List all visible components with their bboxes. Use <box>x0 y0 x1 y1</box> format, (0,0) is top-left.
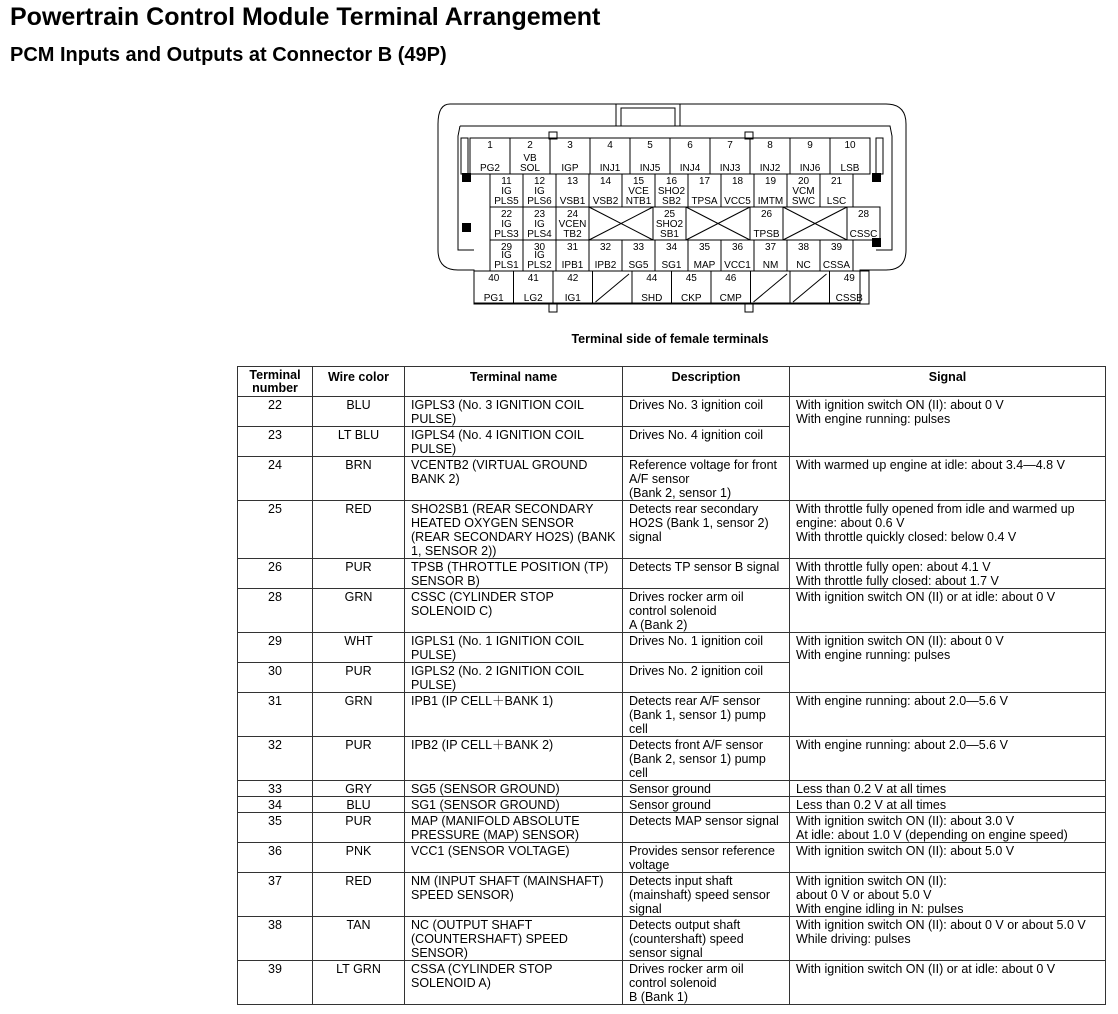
table-row <box>238 843 1106 873</box>
connector-side-slot <box>461 138 468 174</box>
cell-terminal-number: 32 <box>238 737 313 781</box>
terminal-number: 17 <box>698 176 711 187</box>
terminal-number: 34 <box>665 242 678 253</box>
terminal-number: 45 <box>685 273 697 284</box>
terminal-number: 30 <box>533 242 546 253</box>
terminal-label: IG1 <box>564 293 581 304</box>
cell-terminal-name: IPB2 (IP CELL＋BANK 2) <box>405 737 623 781</box>
connector-latch-inner <box>621 108 675 126</box>
terminal-label: NM <box>762 260 779 271</box>
terminal-number: 7 <box>727 140 733 151</box>
terminal-number: 41 <box>527 273 539 284</box>
cell-signal: With ignition switch ON (II): about 0 V With engine running: pulses <box>790 633 1106 693</box>
cell-signal: With ignition switch ON (II): about 0 V or about 5.0 V With engine idling in N: pulses <box>790 873 1106 917</box>
terminal-label: CMP <box>719 293 742 304</box>
terminal-number: 44 <box>646 273 658 284</box>
cell-wire-color: RED <box>313 873 405 917</box>
terminal-label: CKP <box>680 293 702 304</box>
terminal-number: 25 <box>663 209 676 220</box>
cell-signal: With ignition switch ON (II): about 0 V With engine running: pulses <box>790 397 1106 457</box>
terminal-label: LSC <box>826 196 847 207</box>
cell-description: Sensor ground <box>623 781 790 797</box>
terminal-label: PLS3 <box>494 229 519 240</box>
cell-terminal-name: CSSC (CYLINDER STOP SOLENOID C) <box>405 589 623 633</box>
terminal-number: 13 <box>566 176 579 187</box>
cell-signal: With ignition switch ON (II) or at idle: about 0 V <box>790 961 1106 1005</box>
terminal-label: SB1 <box>660 229 679 240</box>
cell-wire-color: PUR <box>313 737 405 781</box>
cell-wire-color: LT GRN <box>313 961 405 1005</box>
terminal-number: 23 <box>533 209 546 220</box>
cell-wire-color: PUR <box>313 663 405 693</box>
terminal-label: PLS1 <box>494 260 519 271</box>
terminal-label: TB2 <box>563 229 582 240</box>
terminal-number: 29 <box>500 242 513 253</box>
terminal-label: LSB <box>840 163 860 174</box>
cell-description: Detects rear A/F sensor (Bank 1, sensor 1) pump cell <box>623 693 790 737</box>
terminal-number: 19 <box>764 176 777 187</box>
terminal-number: 32 <box>599 242 612 253</box>
terminal-label: IG <box>501 250 512 261</box>
cell-terminal-name: SG1 (SENSOR GROUND) <box>405 797 623 813</box>
terminal-number: 26 <box>760 209 773 220</box>
terminal-number: 37 <box>764 242 777 253</box>
header-terminal-name: Terminal name <box>405 367 623 397</box>
terminal-label: VCE <box>628 186 649 197</box>
table-row <box>238 781 1106 797</box>
cell-signal: With engine running: about 2.0—5.6 V <box>790 693 1106 737</box>
cell-terminal-name: SG5 (SENSOR GROUND) <box>405 781 623 797</box>
terminal-number: 4 <box>607 140 613 151</box>
cell-terminal-number: 23 <box>238 427 313 457</box>
connector-latch <box>616 104 680 126</box>
terminal-label: IG <box>501 219 512 230</box>
cell-signal: With ignition switch ON (II): about 5.0 V <box>790 843 1106 873</box>
cell-terminal-name: MAP (MANIFOLD ABSOLUTE PRESSURE (MAP) SENSOR) <box>405 813 623 843</box>
terminal-number: 10 <box>844 140 856 151</box>
connector-side-pin <box>462 223 471 232</box>
terminal-label: INJ1 <box>599 163 621 174</box>
cell-terminal-name: NM (INPUT SHAFT (MAINSHAFT) SPEED SENSOR) <box>405 873 623 917</box>
terminal-number: 5 <box>647 140 653 151</box>
cell-description: Drives No. 3 ignition coil <box>623 397 790 427</box>
cell-description: Detects front A/F sensor (Bank 2, sensor 1) pump cell <box>623 737 790 781</box>
terminal-label: VB <box>523 153 537 164</box>
cell-description: Reference voltage for front A/F sensor (Bank 2, sensor 1) <box>623 457 790 501</box>
terminal-number: 18 <box>731 176 744 187</box>
cell-description: Drives No. 1 ignition coil <box>623 633 790 663</box>
terminal-label: INJ2 <box>759 163 781 174</box>
table-row <box>238 961 1106 1005</box>
terminal-label: IPB2 <box>594 260 617 271</box>
cell-wire-color: GRN <box>313 589 405 633</box>
terminal-label: VCM <box>792 186 815 197</box>
table-header-row <box>238 367 1106 397</box>
terminal-number: 20 <box>797 176 810 187</box>
cell-wire-color: BLU <box>313 797 405 813</box>
cell-description: Provides sensor reference voltage <box>623 843 790 873</box>
terminal-number: 6 <box>687 140 693 151</box>
cell-terminal-name: CSSA (CYLINDER STOP SOLENOID A) <box>405 961 623 1005</box>
cell-description: Detects MAP sensor signal <box>623 813 790 843</box>
cell-wire-color: WHT <box>313 633 405 663</box>
cell-terminal-number: 29 <box>238 633 313 663</box>
cell-description: Detects rear secondary HO2S (Bank 1, sensor 2) signal <box>623 501 790 559</box>
table-row <box>238 873 1106 917</box>
terminal-number: 9 <box>807 140 813 151</box>
cell-signal: With ignition switch ON (II) or at idle: about 0 V <box>790 589 1106 633</box>
cell-terminal-name: IGPLS2 (No. 2 IGNITION COIL PULSE) <box>405 663 623 693</box>
table-row <box>238 633 1106 663</box>
terminal-label: IMTM <box>757 196 784 207</box>
cavity-slash <box>596 274 630 302</box>
terminal-number: 14 <box>599 176 612 187</box>
cell-description: Detects output shaft (countershaft) speed sensor signal <box>623 917 790 961</box>
terminal-label: INJ4 <box>679 163 701 174</box>
cell-terminal-name: VCENTB2 (VIRTUAL GROUND BANK 2) <box>405 457 623 501</box>
terminal-number: 12 <box>533 176 546 187</box>
terminal-label: PLS5 <box>494 196 519 207</box>
cavity-slash <box>793 274 827 302</box>
terminal-number: 31 <box>566 242 579 253</box>
terminal-label: SHD <box>641 293 663 304</box>
terminal-label: VCC1 <box>724 260 751 271</box>
cell-terminal-number: 24 <box>238 457 313 501</box>
cell-wire-color: PUR <box>313 559 405 589</box>
connector-key <box>745 304 753 312</box>
cell-description: Detects input shaft (mainshaft) speed sensor signal <box>623 873 790 917</box>
terminal-label: PLS6 <box>527 196 552 207</box>
cell-terminal-number: 35 <box>238 813 313 843</box>
cell-terminal-name: IGPLS3 (No. 3 IGNITION COIL PULSE) <box>405 397 623 427</box>
cell-description: Drives No. 4 ignition coil <box>623 427 790 457</box>
terminal-label: INJ6 <box>799 163 821 174</box>
terminal-number: 42 <box>567 273 579 284</box>
terminal-label: PG1 <box>483 293 504 304</box>
cell-description: Detects TP sensor B signal <box>623 559 790 589</box>
table-row <box>238 797 1106 813</box>
cell-description: Drives rocker arm oil control solenoid A (Bank 2) <box>623 589 790 633</box>
header-terminal-number: Terminal number <box>238 367 313 397</box>
connector-caption: Terminal side of female terminals <box>571 332 769 346</box>
terminal-label: SG1 <box>661 260 682 271</box>
terminal-label: SB2 <box>662 196 681 207</box>
terminal-number: 33 <box>632 242 645 253</box>
cell-terminal-name: NC (OUTPUT SHAFT (COUNTERSHAFT) SPEED SENSOR) <box>405 917 623 961</box>
terminal-label: TPSA <box>691 196 718 207</box>
cell-wire-color: PNK <box>313 843 405 873</box>
cell-signal: Less than 0.2 V at all times <box>790 797 1106 813</box>
table-row <box>238 693 1106 737</box>
terminal-label: IG <box>501 186 512 197</box>
cell-signal: With ignition switch ON (II): about 0 V or about 5.0 V While driving: pulses <box>790 917 1106 961</box>
cavity-slash <box>754 274 788 302</box>
cell-signal: With engine running: about 2.0—5.6 V <box>790 737 1106 781</box>
cell-wire-color: LT BLU <box>313 427 405 457</box>
table-row <box>238 559 1106 589</box>
table-row <box>238 501 1106 559</box>
cell-terminal-number: 25 <box>238 501 313 559</box>
terminal-label: VCC5 <box>724 196 751 207</box>
terminal-label: SHO2 <box>657 186 686 197</box>
terminal-table <box>237 366 1106 1005</box>
cell-signal: Less than 0.2 V at all times <box>790 781 1106 797</box>
terminal-number: 22 <box>500 209 513 220</box>
connector-side-slot <box>876 138 883 174</box>
page-subtitle: PCM Inputs and Outputs at Connector B (49P) <box>10 44 447 66</box>
terminal-number: 24 <box>566 209 579 220</box>
terminal-label: LG2 <box>523 293 543 304</box>
terminal-label: IG <box>534 219 545 230</box>
terminal-number: 11 <box>501 176 512 187</box>
table-row <box>238 589 1106 633</box>
terminal-label: MAP <box>693 260 716 271</box>
header-description: Description <box>623 367 790 397</box>
terminal-number: 49 <box>843 273 855 284</box>
cell-terminal-number: 30 <box>238 663 313 693</box>
terminal-number: 36 <box>731 242 744 253</box>
cell-terminal-number: 34 <box>238 797 313 813</box>
cell-terminal-number: 39 <box>238 961 313 1005</box>
cell-terminal-name: TPSB (THROTTLE POSITION (TP) SENSOR B) <box>405 559 623 589</box>
cell-terminal-name: IPB1 (IP CELL＋BANK 1) <box>405 693 623 737</box>
terminal-label: SOL <box>519 163 541 174</box>
terminal-label: IG <box>534 250 545 261</box>
cell-wire-color: RED <box>313 501 405 559</box>
terminal-label: VSB2 <box>592 196 619 207</box>
terminal-number: 40 <box>488 273 500 284</box>
terminal-number: 38 <box>797 242 810 253</box>
terminal-number: 3 <box>567 140 573 151</box>
terminal-label: PG2 <box>479 163 501 174</box>
cell-terminal-number: 38 <box>238 917 313 961</box>
terminal-label: VCEN <box>558 219 587 230</box>
terminal-label: CSSA <box>822 260 851 271</box>
terminal-label: IPB1 <box>561 260 584 271</box>
connector-key <box>549 304 557 312</box>
terminal-number: 46 <box>725 273 737 284</box>
terminal-label: CSSB <box>835 293 863 304</box>
cell-wire-color: GRN <box>313 693 405 737</box>
cell-description: Drives No. 2 ignition coil <box>623 663 790 693</box>
terminal-number: 2 <box>527 140 533 151</box>
cell-terminal-number: 26 <box>238 559 313 589</box>
terminal-label: CSSC <box>849 229 878 240</box>
terminal-label: TPSB <box>753 229 780 240</box>
terminal-label: SHO2 <box>655 219 684 230</box>
terminal-number: 1 <box>487 140 493 151</box>
cell-wire-color: BRN <box>313 457 405 501</box>
cell-terminal-number: 37 <box>238 873 313 917</box>
terminal-label: SWC <box>791 196 816 207</box>
terminal-number: 21 <box>830 176 843 187</box>
cell-terminal-number: 22 <box>238 397 313 427</box>
cell-terminal-number: 31 <box>238 693 313 737</box>
cell-signal: With throttle fully opened from idle and warmed up engine: about 0.6 V With throttle quickly closed: below 0.4 V <box>790 501 1106 559</box>
terminal-label: IGP <box>561 163 579 174</box>
terminal-label: INJ5 <box>639 163 661 174</box>
terminal-number: 8 <box>767 140 773 151</box>
table-row <box>238 397 1106 427</box>
cell-terminal-number: 28 <box>238 589 313 633</box>
terminal-number: 15 <box>632 176 645 187</box>
cell-signal: With throttle fully open: about 4.1 V With throttle fully closed: about 1.7 V <box>790 559 1106 589</box>
terminal-number: 16 <box>665 176 678 187</box>
cell-signal: With ignition switch ON (II): about 3.0 V At idle: about 1.0 V (depending on engine speed) <box>790 813 1106 843</box>
cell-terminal-name: IGPLS1 (No. 1 IGNITION COIL PULSE) <box>405 633 623 663</box>
cell-terminal-name: SHO2SB1 (REAR SECONDARY HEATED OXYGEN SENSOR (REAR SECONDARY HO2S) (BANK 1, SENSOR 2)) <box>405 501 623 559</box>
terminal-label: VSB1 <box>559 196 586 207</box>
table-row <box>238 737 1106 781</box>
terminal-number: 28 <box>857 209 870 220</box>
cell-terminal-number: 36 <box>238 843 313 873</box>
header-signal: Signal <box>790 367 1106 397</box>
cell-terminal-number: 33 <box>238 781 313 797</box>
table-row <box>238 813 1106 843</box>
cell-terminal-name: IGPLS4 (No. 4 IGNITION COIL PULSE) <box>405 427 623 457</box>
cell-wire-color: BLU <box>313 397 405 427</box>
table-row <box>238 457 1106 501</box>
page-title: Powertrain Control Module Terminal Arrangement <box>10 3 601 31</box>
terminal-label: NC <box>796 260 811 271</box>
terminal-number: 39 <box>830 242 843 253</box>
cell-description: Sensor ground <box>623 797 790 813</box>
terminal-label: PLS4 <box>527 229 552 240</box>
header-wire-color: Wire color <box>313 367 405 397</box>
connector-diagram <box>430 100 910 320</box>
cell-signal: With warmed up engine at idle: about 3.4—4.8 V <box>790 457 1106 501</box>
cell-wire-color: GRY <box>313 781 405 797</box>
cell-terminal-name: VCC1 (SENSOR VOLTAGE) <box>405 843 623 873</box>
terminal-label: IG <box>534 186 545 197</box>
cell-wire-color: TAN <box>313 917 405 961</box>
terminal-label: SG5 <box>628 260 649 271</box>
cell-description: Drives rocker arm oil control solenoid B (Bank 1) <box>623 961 790 1005</box>
terminal-label: INJ3 <box>719 163 741 174</box>
terminal-label: NTB1 <box>625 196 652 207</box>
terminal-number: 35 <box>698 242 711 253</box>
table-row <box>238 917 1106 961</box>
terminal-label: PLS2 <box>527 260 552 271</box>
cell-wire-color: PUR <box>313 813 405 843</box>
